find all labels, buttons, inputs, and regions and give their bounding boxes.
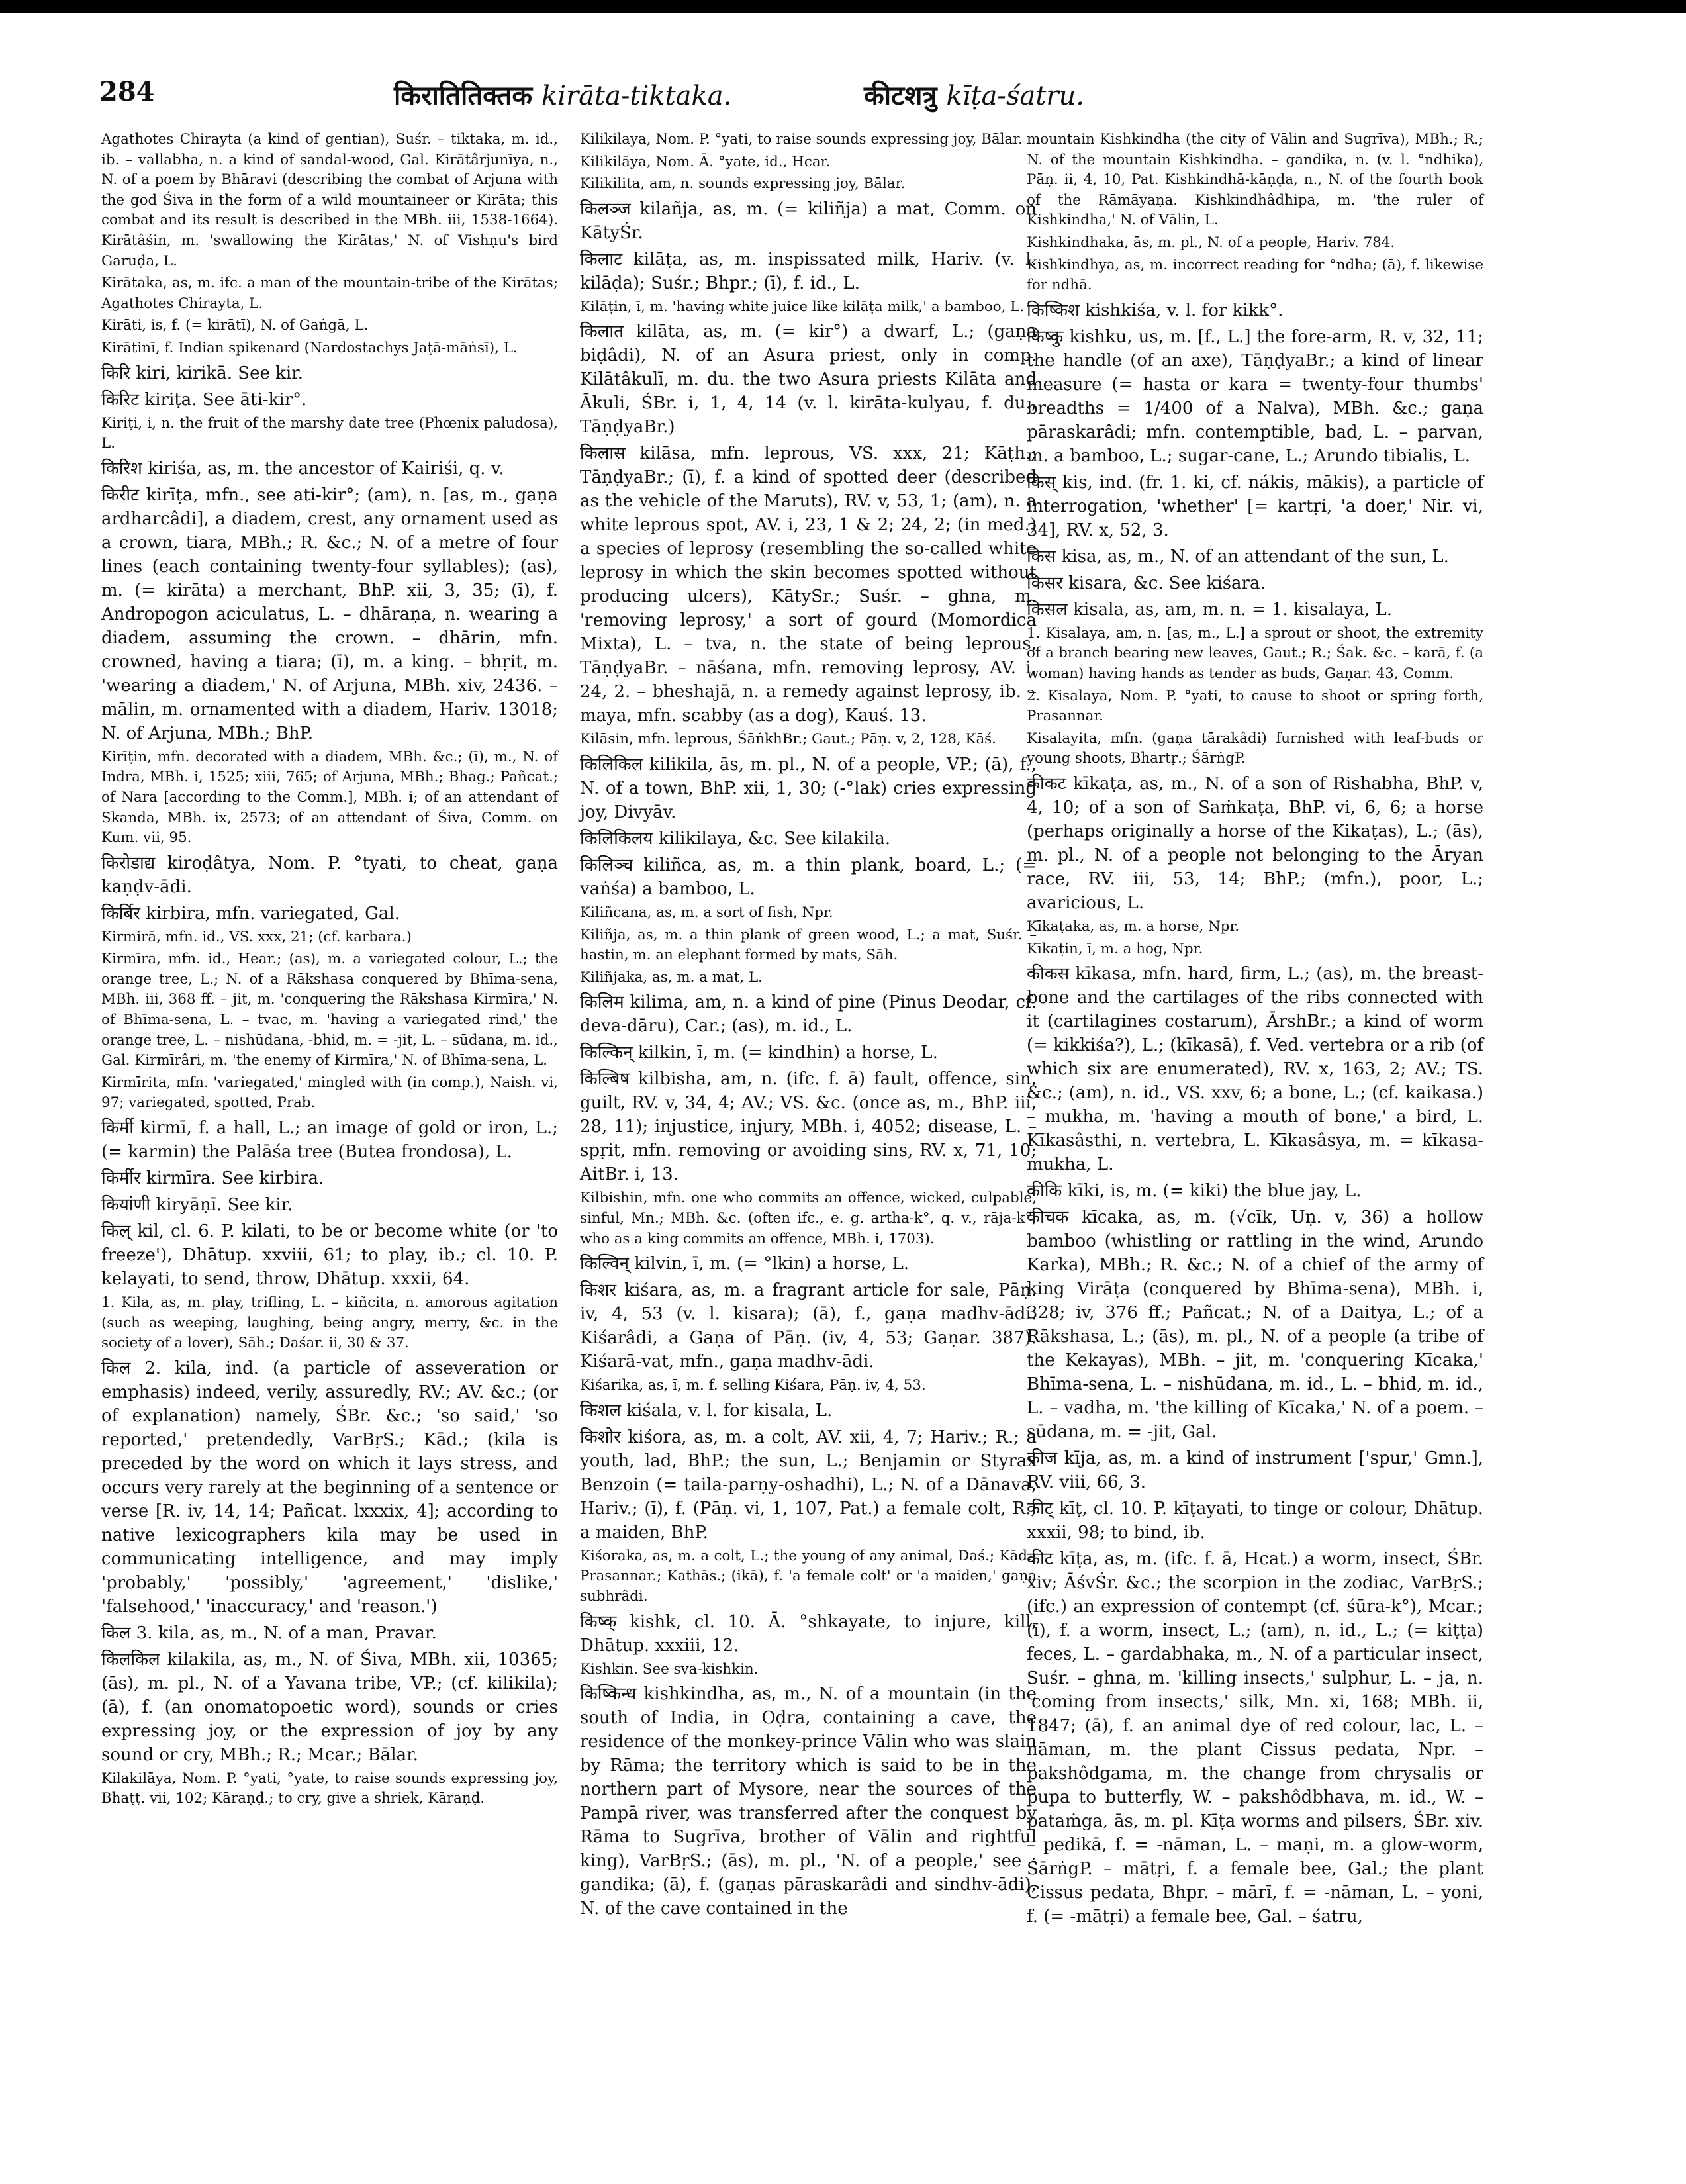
- sub-entry: 1. Kisalaya, am, n. [as, m., L.] a sprout or shoot, the extremity of a branch bearing new leaves, Gaut.; R.; Śak. &c. – karā, f. (a woman) having hands as tender as buds, Gaṇar. 43, Comm.: [1027, 624, 1483, 682]
- sub-entry: Kīkaṭaka, as, m. a horse, Npr.: [1027, 918, 1240, 935]
- headword-entry: किलास kilāsa, mfn. leprous, VS. xxx, 21; Kāṭh.; TāṇḍyaBr.; (ī), f. a kind of spotted deer (described as the vehicle of the Maruts), RV. v, 53, 1; (am), n. a white leprous spot, AV. i, 23, 1 & 2; 24, 2; (in med.) a species of leprosy (resembling the so-called white leprosy in which the skin becomes spotted without producing ulcers), KātySr.; Suśr. – ghna, m. 'removing leprosy,' a sort of gourd (Momordica Mixta), L. – tva, n. the state of being leprous, TāṇḍyaBr. – nāśana, mfn. removing leprosy, AV. i, 24, 2. – bheshajā, n. a remedy against leprosy, ib. – maya, mfn. scabby (as a dog), Kauś. 13.: [580, 444, 1037, 726]
- page-header: [99, 76, 1589, 122]
- headword-entry: कीकि kīki, is, m. (= kiki) the blue jay, L.: [1027, 1181, 1362, 1202]
- header-left-headword: [394, 76, 731, 113]
- headword-entry: किष्किन्ध kishkindha, as, m., N. of a mountain (in the south of India, in Oḍra, containing a cave, the residence of the monkey-prince Vālin who was slain by Rāma; the territory which is said to be in the northern part of Mysore, near the sources of the Pampā river, was transferred after the conquest by Rāma to Sugrīva, brother of Vālin and rightful king), VarBṛS.; (ās), m. pl., 'N. of a people,' see -gandika; (ā), f. (gaṇas pāraskarâdi and sindhv-ādi), N. of the cave contained in the: [580, 1684, 1037, 1919]
- headword-entry: किर्मी kirmī, f. a hall, L.; an image of gold or iron, L.; (= karmin) the Palāśa tree (Butea frondosa), L.: [101, 1118, 558, 1163]
- headword-entry: किलकिल kilakila, as, m., N. of Śiva, MBh. xii, 10365; (ās), m. pl., N. of a Yavana tribe, VP.; (cf. kilikila); (ā), f. (an onomatopoetic word), sounds or cries expressing joy, or the expression of joy by any sound or cry, MBh.; R.; Mcar.; Bālar.: [101, 1649, 558, 1765]
- headword-entry: कीज kīja, as, m. a kind of instrument ['spur,' Gmn.], RV. viii, 66, 3.: [1027, 1448, 1483, 1493]
- headword-entry: किलिकिलय kilikilaya, &c. See kilakila.: [580, 828, 891, 849]
- headword-entry: किल्विन् kilvin, ī, m. (= °lkin) a horse, L.: [580, 1254, 910, 1274]
- headword-entry: किलिञ्च kiliñca, as, m. a thin plank, board, L.; (= vaṅśa) a bamboo, L.: [580, 855, 1037, 899]
- headword-entry: किलञ्ज kilañja, as, m. (= kiliñja) a mat, Comm. on KātyŚr.: [580, 199, 1037, 243]
- header-right-transliteration: kīṭa-śatru.: [946, 81, 1084, 111]
- headword-entry: किरिश kiriśa, as, m. the ancestor of Kairiśi, q. v.: [101, 458, 504, 479]
- header-right-devanagari: कीटशत्रु: [864, 81, 937, 111]
- headword-entry: किलाट kilāṭa, as, m. inspissated milk, Hariv. (v. l. kilāḍa); Suśr.; Bhpr.; (ī), f. id., L.: [580, 249, 1037, 293]
- sub-entry: Kiśoraka, as, m. a colt, L.; the young of any animal, Daś.; Kād.; Prasannar.; Kathās.; (ikā), f. 'a female colt' or 'a maiden,' gaṇa subhrâdi.: [580, 1547, 1037, 1605]
- headword-entry: किशल kiśala, v. l. for kisala, L.: [580, 1400, 833, 1421]
- headword-entry: किल्किन् kilkin, ī, m. (= kindhin) a horse, L.: [580, 1043, 938, 1063]
- headword-entry: किल 2. kila, ind. (a particle of asseveration or emphasis) indeed, verily, assuredly, RV.; AV. &c.; (or of explanation) namely, ŚBr. &c.; 'so said,' 'so reported,' pretendedly, VarBṛS.; Kād.; (kila is preceded by the word on which it lays stress, and occurs very rarely at the beginning of a sentence or verse [R. iv, 14, 14; Pañcat. lxxxix, 4]; according to native lexicographers kila may be used in communicating intelligence, and may imply 'probably,' 'possibly,' 'agreement,' 'dislike,' 'falsehood,' 'inaccuracy,' and 'reason.'): [101, 1358, 558, 1617]
- headword-entry: किसर kisara, &c. See kiśara.: [1027, 573, 1266, 593]
- headword-entry: किशर kiśara, as, m. a fragrant article for sale, Pāṇ. iv, 4, 53 (v. l. kisara); (ā), f., gaṇa madhv-ādi. Kiśarâdi, a Gaṇa of Pāṇ. (iv, 4, 53; Gaṇar. 387). Kiśarā-vat, mfn., gaṇa madhv-ādi.: [580, 1280, 1037, 1372]
- headword-entry: किष्क् kishk, cl. 10. Ā. °shkayate, to injure, kill, Dhātup. xxxiii, 12.: [580, 1611, 1037, 1656]
- continued-entry: Agathotes Chirayta (a kind of gentian), Suśr. – tiktaka, m. id., ib. – vallabha, n. a kind of sandal-wood, Gal. Kirātârjunīya, n., N. of a poem by Bhāravi (describing the combat of Arjuna with the god Śiva in the form of a wild mountaineer or Kirāta; this combat and its result is described in the MBh. iii, 1538-1664). Kirātâśin, m. 'swallowing the Kirātas,' N. of Vishṇu's bird Garuḍa, L.: [101, 131, 558, 269]
- sub-entry: Kirmīrita, mfn. 'variegated,' mingled with (in comp.), Naish. vi, 97; variegated, spotted, Prab.: [101, 1074, 558, 1112]
- headword-entry: किलिकिल kilikila, ās, m. pl., N. of a people, VP.; (ā), f., N. of a town, BhP. xii, 1, 30; (-°lak) cries expressing joy, Divyāv.: [580, 754, 1037, 822]
- sub-entry: Kirmirā, mfn. id., VS. xxx, 21; (cf. karbara.): [101, 928, 412, 945]
- headword-entry: किसल kisala, as, am, m. n. = 1. kisalaya, L.: [1027, 599, 1393, 620]
- headword-entry: किलिम kilima, am, n. a kind of pine (Pinus Deodar, cf. deva-dāru), Car.; (as), m. id., L.: [580, 992, 1037, 1037]
- top-border-bar: [0, 0, 1686, 13]
- headword-entry: किल्बिष kilbisha, am, n. (ifc. f. ā) fault, offence, sin, guilt, RV. v, 34, 4; AV.; VS. &c. (once as, m., BhP. iii, 28, 11); injustice, injury, MBh. i, 4052; disease, L. – spṛit, mfn. removing or avoiding sins, RV. x, 71, 10; AitBr. i, 13.: [580, 1069, 1037, 1185]
- sub-entry: Kiliñcana, as, m. a sort of fish, Npr.: [580, 904, 833, 921]
- sub-entry: Kishkindhaka, ās, m. pl., N. of a people, Hariv. 784.: [1027, 234, 1395, 251]
- dictionary-column-3: [1027, 130, 1483, 1930]
- sub-entry: Kiliñjaka, as, m. a mat, L.: [580, 969, 763, 986]
- headword-entry: किष्कु kishku, us, m. [f., L.] the fore-arm, R. v, 32, 11; the handle (of an axe), TāṇḍyaBr.; a kind of linear measure (= hasta or kara = twenty-four thumbs' breadths = 1/400 of a Nalva), MBh. &c.; gaṇa pāraskarâdi; mfn. contemptible, bad, L. – parvan, m. a bamboo, L.; sugar-cane, L.; Arundo tibialis, L.: [1027, 326, 1483, 466]
- headword-entry: कीकट kīkaṭa, as, m., N. of a son of Rishabha, BhP. v, 4, 10; of a son of Saṁkaṭa, BhP. vi, 6, 6; a horse (perhaps originally a horse of the Kikaṭas), L.; (ās), m. pl., N. of a people not belonging to the Āryan race, RV. iii, 53, 14; BhP.; (mfn.), poor, L.; avaricious, L.: [1027, 773, 1483, 913]
- sub-entry: 2. Kisalaya, Nom. P. °yati, to cause to shoot or spring forth, Prasannar.: [1027, 687, 1483, 725]
- sub-entry: Kirmīra, mfn. id., Hear.; (as), m. a variegated colour, L.; the orange tree, L.; N. of a Rākshasa conquered by Bhīma-sena, MBh. iii, 368 ff. – jit, m. 'conquering the Rākshasa Kirmīra,' N. of Bhīma-sena, L. – tvac, m. 'having a variegated rind,' the orange tree, L. – nishūdana, -bhid, m. = -jit, L. – sūdana, m. id., Gal. Kirmīrâri, m. 'the enemy of Kirmīra,' N. of Bhīma-sena, L.: [101, 951, 558, 1069]
- headword-entry: किरीट kirīṭa, mfn., see ati-kir°; (am), n. [as, m., gaṇa ardharcâdi], a diadem, crest, any ornament used as a crown, tiara, MBh.; R. &c.; N. of a metre of four lines (each containing twenty-four syllables); (as), m. (= kirāta) a merchant, BhP. xii, 3, 35; (ī), f. Andropogon aciculatus, L. – dhāraṇa, n. wearing a diadem, assuming the crown. – dhārin, mfn. crowned, having a tiara; (ī), m. a king. – bhṛit, m. 'wearing a diadem,' N. of Arjuna, MBh. xiv, 2436. – mālin, m. ornamented with a diadem, Hariv. 13018; N. of Arjuna, MBh.; BhP.: [101, 485, 558, 743]
- headword-entry: किरिट kiriṭa. See āti-kir°.: [101, 389, 307, 410]
- header-left-devanagari: किरातितिक्तक: [394, 81, 533, 111]
- headword-entry: किस् kis, ind. (fr. 1. ki, cf. nákis, mākis), a particle of interrogation, 'whether' [= kartṛi, 'a doer,' Nir. vi, 34], RV. x, 52, 3.: [1027, 472, 1483, 540]
- sub-entry: Kirāti, is, f. (= kirātī), N. of Gaṅgā, L.: [101, 317, 369, 334]
- continued-entry: mountain Kishkindha (the city of Vālin and Sugrīva), MBh.; R.; N. of the mountain Kishkindha. – gandika, n. (v. l. °ndhika), Pāṇ. ii, 4, 10, Pat. Kishkindhā-kāṇḍa, n., N. of the fourth book of the Rāmāyaṇa. Kishkindhâdhipa, m. 'the ruler of Kishkindha,' N. of Vālin, L.: [1027, 131, 1483, 229]
- headword-entry: किरोडाद्य kiroḍâtya, Nom. P. °tyati, to cheat, gaṇa kaṇḍv-ādi.: [101, 853, 558, 897]
- sub-entry: Kilāsin, mfn. leprous, ŚāṅkhBr.; Gaut.; Pāṇ. v, 2, 128, Kāś.: [580, 731, 996, 748]
- sub-entry: Kilikilāya, Nom. Ā. °yate, id., Hcar.: [580, 153, 831, 170]
- sub-entry: Kirātaka, as, m. ifc. a man of the mountain-tribe of the Kirātas; Agathotes Chirayta, L.: [101, 275, 558, 312]
- dictionary-column-2: [580, 130, 1037, 1923]
- sub-entry: Kirīṭin, mfn. decorated with a diadem, MBh. &c.; (ī), m., N. of Indra, MBh. i, 1525; xiii, 765; of Arjuna, MBh.; Bhag.; Pañcat.; of Nara [according to the Comm.], MBh. i; of an attendant of Skanda, MBh. ix, 2573; of an attendant of Śiva, Comm. on Kum. vii, 95.: [101, 748, 558, 847]
- headword-entry: कीचक kīcaka, as, m. (√cīk, Uṇ. v, 36) a hollow bamboo (whistling or rattling in the wind, Arundo Karka), MBh.; R. &c.; N. of a chief of the army of king Virāṭa (conquered by Bhīma-sena), MBh. i, 328; iv, 376 ff.; Pañcat.; N. of a Daitya, L.; of a Rākshasa, L.; (ās), m. pl., N. of a people (a tribe of the Kekayas), MBh. – jit, m. 'conquering Kīcaka,' Bhīma-sena, L. – nishūdana, m. id., L. – bhid, m. id., L. – vadha, m. 'the killing of Kīcaka,' N. of a poem. – sūdana, m. = -jit, Gal.: [1027, 1208, 1483, 1443]
- header-right-headword: [864, 76, 1084, 113]
- sub-entry: Kilbishin, mfn. one who commits an offence, wicked, culpable, sinful, Mn.; MBh. &c. (often ifc., e. g. artha-k°, q. v., rāja-k°, who as a king commits an offence, MBh. i, 1703).: [580, 1190, 1037, 1247]
- sub-entry: Kirātinī, f. Indian spikenard (Nardostachys Jaṭā-māṅsī), L.: [101, 339, 518, 356]
- sub-entry: Kiliñja, as, m. a thin plank of green wood, L.; a mat, Suśr. – hastin, m. an elephant formed by mats, Sāh.: [580, 926, 1037, 964]
- headword-entry: कियांणी kiryāṇī. See kir.: [101, 1195, 293, 1215]
- page-number: 284: [99, 76, 155, 107]
- headword-entry: किल 3. kila, as, m., N. of a man, Pravar.: [101, 1623, 437, 1643]
- sub-entry: Kiriṭi, i, n. the fruit of the marshy date tree (Phœnix paludosa), L.: [101, 414, 558, 452]
- headword-entry: किस kisa, as, m., N. of an attendant of the sun, L.: [1027, 546, 1449, 567]
- headword-entry: किष्किश kishkiśa, v. l. for kikk°.: [1027, 300, 1284, 320]
- sub-entry: Kīkaṭin, ī, m. a hog, Npr.: [1027, 940, 1203, 957]
- headword-entry: किर्बिर kirbira, mfn. variegated, Gal.: [101, 903, 400, 924]
- headword-entry: किल् kil, cl. 6. P. kilati, to be or become white (or 'to freeze'), Dhātup. xxviii, 61; to play, ib.; cl. 10. P. kelayati, to send, throw, Dhātup. xxxii, 64.: [101, 1221, 558, 1290]
- sub-entry: Kishkin. See sva-kishkin.: [580, 1660, 759, 1678]
- headword-entry: कीट् kīṭ, cl. 10. P. kīṭayati, to tinge or colour, Dhātup. xxxii, 98; to bind, ib.: [1027, 1499, 1483, 1543]
- header-left-transliteration: kirāta-tiktaka.: [541, 81, 732, 111]
- sub-entry: Kisalayita, mfn. (gaṇa tārakâdi) furnished with leaf-buds or young shoots, Bhartṛ.; ŚārṅgP.: [1027, 730, 1483, 767]
- sub-entry: Kishkindhya, as, m. incorrect reading for °ndha; (ā), f. likewise for ndhā.: [1027, 256, 1483, 294]
- headword-entry: किलात kilāta, as, m. (= kir°) a dwarf, L.; (gaṇa biḍâdi), N. of an Asura priest, only in comp. Kilātâkulī, m. du. the two Asura priests Kilāta and Ākuli, ŚBr. i, 1, 4, 14 (v. l. kirāta-kulyau, f. du., TāṇḍyaBr.): [580, 322, 1037, 438]
- dictionary-column-1: [101, 130, 558, 1811]
- headword-entry: किर्मीर kirmīra. See kirbira.: [101, 1168, 324, 1189]
- headword-entry: किरि kiri, kirikā. See kir.: [101, 363, 304, 383]
- sub-entry: Kilāṭin, ī, m. 'having white juice like kilāṭa milk,' a bamboo, L.: [580, 298, 1025, 315]
- headword-entry: कीकस kīkasa, mfn. hard, firm, L.; (as), m. the breast-bone and the cartilages of the ribs connected with it (cartilagines costarum), ĀrshBr.; a kind of worm (= kikkiśa?), L.; (kīkasā), f. Ved. vertebra or a rib (of which six are enumerated), RV. x, 163, 2; AV.; TS. &c.; (am), n. id., VS. xxv, 6; a bone, L.; (cf. kaikasa.) – mukha, m. 'having a mouth of bone,' a bird, L. Kīkasâsthi, n. vertebra, L. Kīkasâsya, m. = kīkasa-mukha, L.: [1027, 964, 1483, 1175]
- sub-entry: 1. Kila, as, m. play, trifling, L. – kiñcita, n. amorous agitation (such as weeping, laughing, being angry, merry, &c. in the society of a lover), Sāh.; Daśar. ii, 30 & 37.: [101, 1294, 558, 1352]
- sub-entry: Kilikilaya, Nom. P. °yati, to raise sounds expressing joy, Bālar.: [580, 131, 1023, 148]
- sub-entry: Kilakilāya, Nom. P. °yati, °yate, to raise sounds expressing joy, Bhaṭṭ. vii, 102; Kāraṇḍ.; to cry, give a shriek, Kāraṇḍ.: [101, 1770, 558, 1807]
- headword-entry: कीट kīṭa, as, m. (ifc. f. ā, Hcat.) a worm, insect, ŚBr. xiv; ĀśvŚr. &c.; the scorpion in the zodiac, VarBṛS.; (ifc.) an expression of contempt (cf. śūra-k°), Mcar.; (ī), f. a worm, insect, L.; (am), n. id., L.; (= kiṭṭa) feces, L. – gardabhaka, m., N. of a particular insect, Suśr. – ghna, m. 'killing insects,' sulphur, L. – ja, n. 'coming from insects,' silk, Mn. xi, 168; MBh. ii, 1847; (ā), f. an animal dye of red colour, lac, L. – nāman, m. the plant Cissus pedata, Npr. – pakshôdgama, m. the change from chrysalis or pupa to butterfly, W. – pakshôdbhava, m. id., W. – pataṁga, ās, m. pl. Kīṭa worms and pilsers, ŚBr. xiv. – pedikā, f. = -nāman, L. – maṇi, m. a glow-worm, ŚārṅgP. – mātṛi, f. a female bee, Gal.; the plant Cissus pedata, Bhpr. – mārī, f. = -nāman, L. – yoni, f. (= -mātṛi) a female bee, Gal. – śatru,: [1027, 1549, 1483, 1927]
- sub-entry: Kiśarika, as, ī, m. f. selling Kiśara, Pāṇ. iv, 4, 53.: [580, 1377, 926, 1394]
- headword-entry: किशोर kiśora, as, m. a colt, AV. xii, 4, 7; Hariv.; R.; a youth, lad, BhP.; the sun, L.; Benjamin or Styrax Benzoin (= taila-parṇy-oshadhi), L.; N. of a Dānava, Hariv.; (ī), f. (Pāṇ. vi, 1, 107, Pat.) a female colt, R.; a maiden, BhP.: [580, 1427, 1037, 1543]
- sub-entry: Kilikilita, am, n. sounds expressing joy, Bālar.: [580, 175, 906, 193]
